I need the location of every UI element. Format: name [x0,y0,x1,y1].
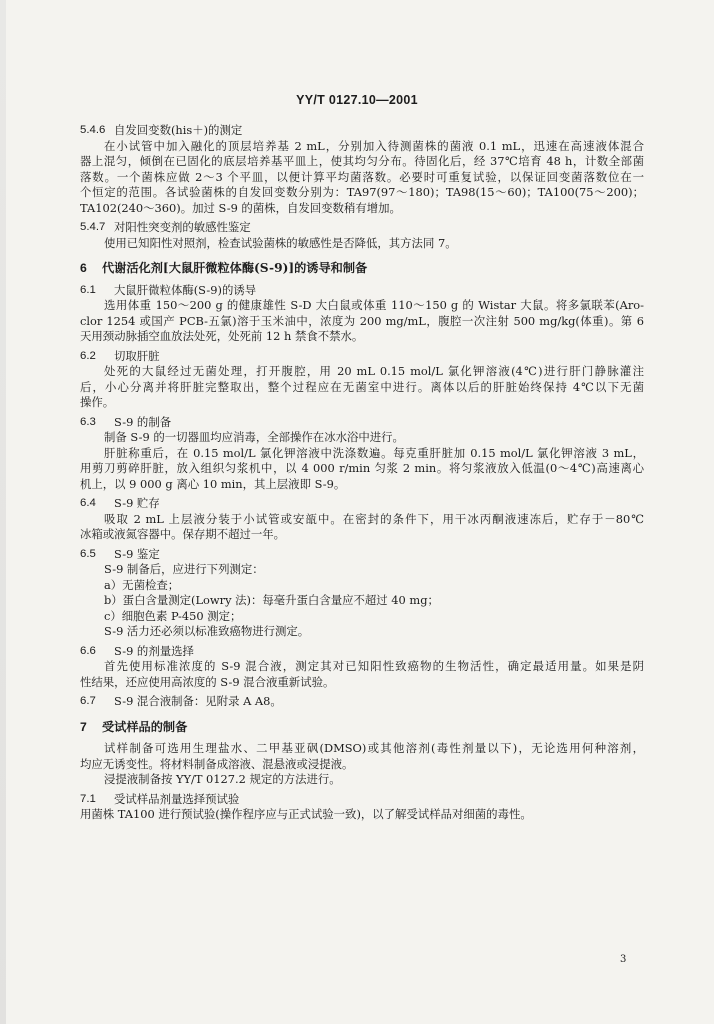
clause-heading [80,283,644,299]
paragraph-line: 器上混匀，倾倒在已固化的底层培养基平皿上，使其均匀分布。待固化后，经 37℃培育 48 h，计数全部菌 [80,154,644,168]
paragraph-line: 在小试管中加入融化的顶层培养基 2 mL，分别加入待测菌株的菌液 0.1 mL，迅速在高速液体混合 [104,138,644,153]
section-title: 受试样品的制备 [102,719,188,734]
clause-title: 自发回变数(his＋)的测定 [114,123,243,137]
clause-title: 切取肝脏 [114,348,160,363]
clause-title: S-9 鉴定 [114,546,160,561]
clause-number: 6.3 [80,415,96,428]
clause-title: S-9 的制备 [114,414,172,429]
paragraph-line: 落数。一个菌株应做 2～3 个平皿，以便计算平均菌落数。必要时可重复试验，以保证回变菌落数位在一 [80,169,644,184]
list-item: b）蛋白含量测定(Lowry 法)：每毫升蛋白含量应不超过 40 mg； [104,593,439,607]
clause-number: 5.4.7 [80,221,106,233]
clause-number: 5.4.6 [80,124,106,136]
clause-title: S-9 的剂量选择 [114,643,194,658]
section-number: 7 [80,719,87,734]
paragraph-line: TA102(240～360)。加过 S-9 的菌株，自发回变数稍有增加。 [80,200,401,215]
paragraph-line: 冰箱或液氮容器中。保存期不超过一年。 [80,527,286,541]
clause-heading [80,415,644,431]
paragraph-line: 均应无诱变性。将材料制备成溶液、混悬液或浸提液。 [80,756,354,771]
paragraph-line: 用剪刀剪碎肝脏，放入组织匀浆机中，以 4 000 r/min 匀浆 2 min。将匀浆液放入低温(0～4℃)高速离心 [80,461,644,475]
section-heading [80,720,644,736]
paragraph-line: S-9 活力还必须以标准致癌物进行测定。 [104,624,310,638]
standard-code-header: YY/T 0127.10—2001 [296,93,418,107]
clause-number: 6.4 [80,497,96,509]
clause-heading [80,123,644,139]
clause-number: 6.5 [80,547,96,560]
clause-title: 对阳性突变剂的敏感性鉴定 [114,220,251,234]
clause-heading [80,349,644,365]
clause-heading [80,220,644,236]
clause-title: 大鼠肝微粒体酶(S-9)的诱导 [114,282,257,297]
paragraph-line: S-9 制备后，应进行下列测定： [104,562,264,576]
paragraph-line: 个恒定的范围。各试验菌株的自发回变数分别为：TA97(97～180)；TA98(15～60)；TA100(75～200)； [80,185,644,199]
paragraph-line: clor 1254 或国产 PCB-五氯)溶于玉米油中，浓度为 200 mg/mL，腹腔一次注射 500 mg/kg(体重)。第 6 [80,313,644,328]
clause-heading [80,792,644,808]
section-title: 代谢活化剂[大鼠肝微粒体酶(S-9)]的诱导和制备 [102,261,368,275]
paragraph-line: 用菌株 TA100 进行预试验(操作程序应与正式试验一致)，以了解受试样品对细菌的毒性。 [80,807,532,821]
paragraph-line: 试样制备可选用生理盐水、二甲基亚砜(DMSO)或其他溶剂(毒性剂量以下)，无论选用何种溶剂， [104,741,644,755]
paragraph-line: 首先使用标准浓度的 S-9 混合液，测定其对已知阳性致癌物的生物活性，确定最适用量。如果是阴 [104,659,644,673]
clause-heading [80,644,644,660]
clause-title: 受试样品剂量选择预试验 [114,791,240,806]
paragraph-line: 浸提液制备按 YY/T 0127.2 规定的方法进行。 [104,772,341,786]
clause-title: S-9 贮存 [114,496,160,510]
clause-heading [80,547,644,563]
paragraph-line: 制备 S-9 的一切器皿均应消毒，全部操作在冰水浴中进行。 [104,430,404,444]
clause-heading [80,496,644,512]
clause-number: 6.2 [80,349,96,362]
section-number: 6 [80,261,87,275]
clause-number: 6.6 [80,644,96,657]
paragraph-line: 操作。 [80,395,115,409]
paragraph-line: 性结果，还应使用高浓度的 S-9 混合液重新试验。 [80,674,335,689]
page-number: 3 [620,954,627,965]
clause-heading [80,694,644,710]
paragraph-line: 肝脏称重后，在 0.15 mol/L 氯化钾溶液中洗涤数遍。每克重肝脏加 0.15 mol/L 氯化钾溶液 3 mL， [104,445,644,460]
list-item: a）无菌检查； [104,577,180,592]
paragraph-line: 天用颈动脉插空血放法处死，处死前 12 h 禁食不禁水。 [80,329,364,343]
clause-number: 7.1 [80,792,96,805]
scan-edge [0,0,6,1024]
list-item: c）细胞色素 P-450 测定； [104,608,242,623]
paragraph-line: 吸取 2 mL 上层液分装于小试管或安瓿中。在密封的条件下，用干冰丙酮液速冻后，贮存于－80℃ [104,511,644,526]
clause-number: 6.7 [80,695,96,707]
paragraph-line: 处死的大鼠经过无菌处理，打开腹腔，用 20 mL 0.15 mol/L 氯化钾溶液(4℃)进行肝门静脉灌注 [104,364,644,378]
paragraph-line: 机上，以 9 000 g 离心 10 min，其上层液即 S-9。 [80,476,346,491]
clause-number: 6.1 [80,283,96,296]
paragraph-line: 后，小心分离并将肝脏完整取出，整个过程应在无菌室中进行。离体以后的肝脏始终保持 4℃以下无菌 [80,379,644,394]
document-body [80,119,644,823]
paragraph-line: 选用体重 150～200 g 的健康雄性 S-D 大白鼠或体重 110～150 g 的 Wistar 大鼠。将多氯联苯(Aro- [104,298,644,312]
clause-title: S-9 混合液制备：见附录 A A8。 [114,694,282,708]
paragraph-line: 使用已知阳性对照剂，检查试验菌株的敏感性是否降低，其方法同 7。 [104,235,457,250]
section-heading [80,261,644,277]
